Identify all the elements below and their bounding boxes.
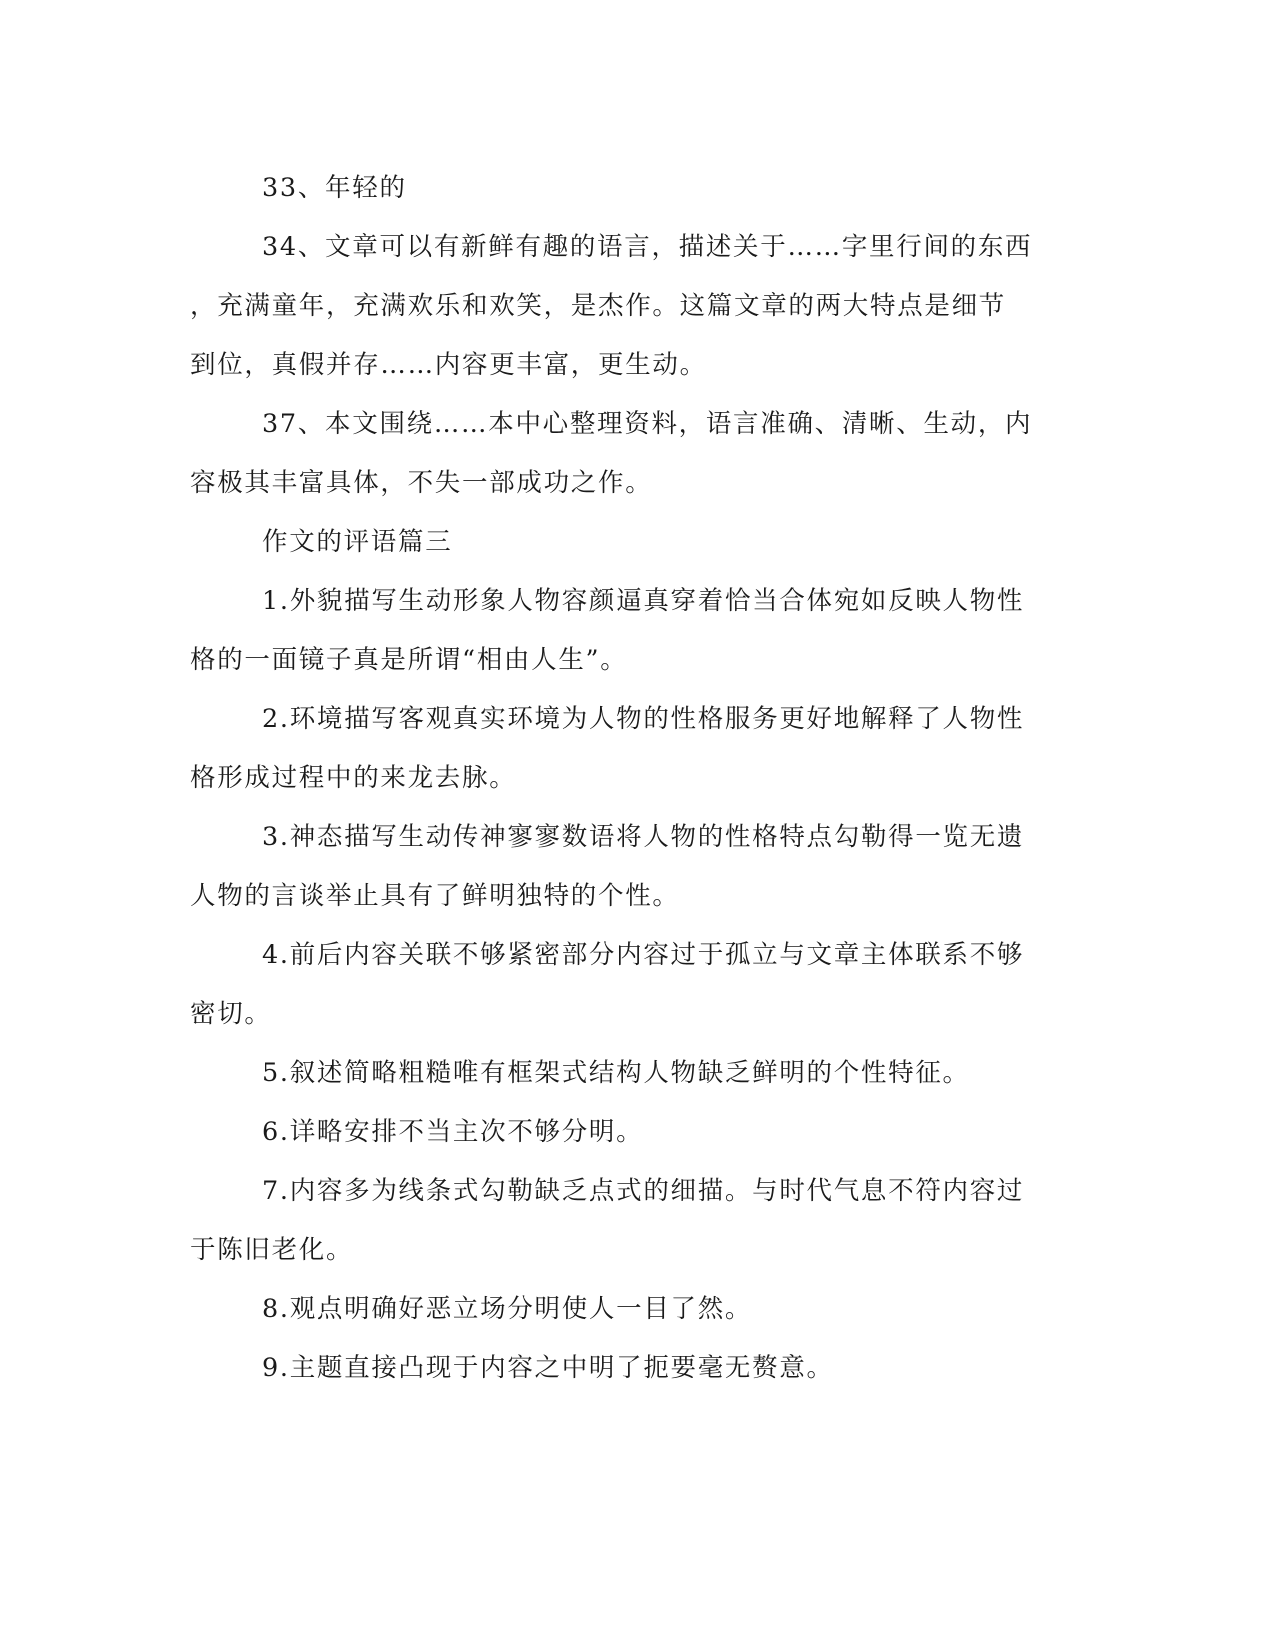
text-line-item-34-cont: ，充满童年，充满欢乐和欢笑，是杰作。这篇文章的两大特点是细节 [190,291,1007,321]
text-line-item-2-end: 格形成过程中的来龙去脉。 [190,763,517,793]
text-line-item-3-start: 3.神态描写生动传神寥寥数语将人物的性格特点勾勒得一览无遗 [262,822,1025,852]
text-line-item-37-start: 37、本文围绕……本中心整理资料，语言准确、清晰、生动，内 [262,409,1033,439]
text-line-item-34-start: 34、文章可以有新鲜有趣的语言，描述关于……字里行间的东西 [262,232,1033,262]
text-line-item-4-start: 4.前后内容关联不够紧密部分内容过于孤立与文章主体联系不够 [262,940,1025,970]
text-line-item-5: 5.叙述简略粗糙唯有框架式结构人物缺乏鲜明的个性特征。 [262,1058,970,1088]
section-heading: 作文的评语篇三 [262,527,453,557]
text-line-item-6: 6.详略安排不当主次不够分明。 [262,1117,644,1147]
text-line-item-2-start: 2.环境描写客观真实环境为人物的性格服务更好地解释了人物性 [262,704,1025,734]
text-line-item-7-start: 7.内容多为线条式勾勒缺乏点式的细描。与时代气息不符内容过 [262,1176,1025,1206]
text-line-item-1-end: 格的一面镜子真是所谓“相由人生”。 [190,645,628,675]
text-line-item-9: 9.主题直接凸现于内容之中明了扼要毫无赘意。 [262,1353,834,1383]
text-line-item-4-end: 密切。 [190,999,272,1029]
text-line-item-34-end: 到位，真假并存……内容更丰富，更生动。 [190,350,707,380]
text-line-item-7-end: 于陈旧老化。 [190,1235,354,1265]
text-line-item-37-end: 容极其丰富具体，不失一部成功之作。 [190,468,653,498]
text-line-item-3-end: 人物的言谈举止具有了鲜明独特的个性。 [190,881,680,911]
text-line-item-8: 8.观点明确好恶立场分明使人一目了然。 [262,1294,753,1324]
text-line-item-1-start: 1.外貌描写生动形象人物容颜逼真穿着恰当合体宛如反映人物性 [262,586,1025,616]
text-line-item-33: 33、年轻的 [262,173,407,203]
